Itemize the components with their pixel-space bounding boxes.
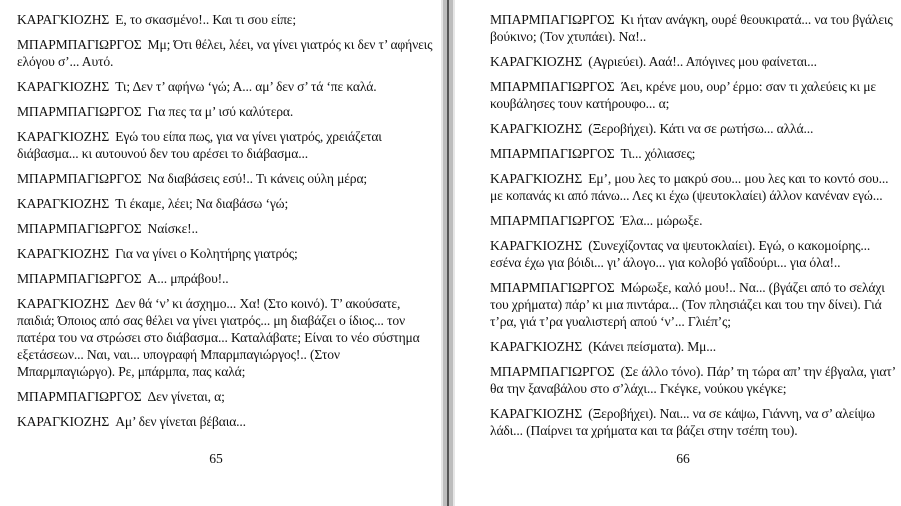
dialogue-text: Ναίσκε!.. bbox=[147, 221, 199, 236]
page-number: 66 bbox=[676, 451, 690, 466]
right-page-text bbox=[490, 11, 898, 447]
dialogue-line bbox=[17, 128, 435, 162]
speaker-name: ΜΠΑΡΜΠΑΓΙΩΡΓΟΣ bbox=[490, 213, 615, 228]
speaker-name: ΜΠΑΡΜΠΑΓΙΩΡΓΟΣ bbox=[17, 104, 142, 119]
dialogue-text: Άει, κρένε μου, ουρ’ έρμο: σαν τι χαλεύεις κι με κουβάλησες τουν κατήρουφο... α; bbox=[490, 79, 876, 111]
dialogue-line bbox=[17, 78, 435, 95]
dialogue-text: Τι... χόλιασες; bbox=[620, 146, 696, 161]
speaker-name: ΚΑΡΑΓΚΙΟΖΗΣ bbox=[17, 196, 110, 211]
dialogue-line bbox=[490, 279, 898, 330]
page-number: 65 bbox=[209, 451, 223, 466]
speaker-name: ΜΠΑΡΜΠΑΓΙΩΡΓΟΣ bbox=[490, 146, 615, 161]
dialogue-line bbox=[490, 145, 898, 162]
dialogue-text: Κι ήταν ανάγκη, ουρέ θεουκιρατά... να του βγάλεις βούκινο; (Τον χτυπάει). Να!.. bbox=[490, 12, 893, 44]
dialogue-text: Τι; Δεν τ’ αφήνω ‘γώ; Α... αμ’ δεν σ’ τά ‘πε καλά. bbox=[115, 79, 377, 94]
dialogue-text: (Αγριεύει). Ααά!.. Απόγινες μου φαίνεται... bbox=[588, 54, 817, 69]
page-66 bbox=[455, 0, 901, 506]
dialogue-text: (Συνεχίζοντας να ψευτοκλαίει). Εγώ, ο κακομοίρης... εσένα έχω για βόιδι... γι’ άλογο... για κολοβό γαΐδούρι... για όλα!.. bbox=[490, 238, 871, 270]
dialogue-text: Για να γίνει ο Κολητήρης γιατρός; bbox=[115, 246, 298, 261]
dialogue-line bbox=[490, 53, 898, 70]
dialogue-line bbox=[17, 195, 435, 212]
speaker-name: ΚΑΡΑΓΚΙΟΖΗΣ bbox=[490, 406, 583, 421]
speaker-name: ΚΑΡΑΓΚΙΟΖΗΣ bbox=[17, 414, 110, 429]
dialogue-text: Εγώ του είπα πως, για να γίνει γιατρός, χρειάζεται διάβασμα... κι αυτουνού δεν του αρέσει το διάβασμα... bbox=[17, 129, 382, 161]
dialogue-line bbox=[490, 338, 898, 355]
speaker-name: ΚΑΡΑΓΚΙΟΖΗΣ bbox=[490, 54, 583, 69]
dialogue-line bbox=[17, 103, 435, 120]
dialogue-text: (Ξεροβήχει). Ναι... να σε κάψω, Γιάννη, να σ’ αλείψω λάδι... (Παίρνει τα χρήματα και τα βάζει στην τσέπη του). bbox=[490, 406, 875, 438]
dialogue-line bbox=[490, 237, 898, 271]
speaker-name: ΚΑΡΑΓΚΙΟΖΗΣ bbox=[490, 339, 583, 354]
speaker-name: ΜΠΑΡΜΠΑΓΙΩΡΓΟΣ bbox=[17, 37, 142, 52]
dialogue-line bbox=[17, 413, 435, 430]
dialogue-text: Δεν γίνεται, α; bbox=[147, 389, 225, 404]
dialogue-text: (Σε άλλο τόνο). Πάρ’ τη τώρα απ’ την έβγαλα, γιατ’ θα την ξαναβάλου στο σ’λάχι... Γκέγκε, νούκου γκέγκε; bbox=[490, 364, 895, 396]
dialogue-text: Δεν θά ‘ν’ κι άσχημο... Χα! (Στο κοινό). Τ’ ακούσατε, παιδιά; Όποιος από σας θέλει να γίνει γιατρός... μη διαβάζει ο ίδιος... τον πατέρα του να στρώσει στο διάβασμα... Καταλάβατε; Είναι το νέο σύστημα εξετάσεων... Ναι, ναι... υπογραφή Μπαρμπαγιώργος!.. (Στον Μπαρμπαγιώργο). Ρε, μπάρμπα, πας καλά; bbox=[17, 296, 420, 379]
dialogue-text: Ε, το σκασμένο!.. Και τι σου είπε; bbox=[115, 12, 296, 27]
dialogue-line bbox=[17, 245, 435, 262]
dialogue-line bbox=[490, 78, 898, 112]
speaker-name: ΜΠΑΡΜΠΑΓΙΩΡΓΟΣ bbox=[490, 79, 615, 94]
dialogue-text: Μμ; Ότι θέλει, λέει, να γίνει γιατρός κι δεν τ’ αφήνεις ελόγου σ’... Αυτό. bbox=[17, 37, 433, 69]
dialogue-line bbox=[490, 212, 898, 229]
dialogue-line bbox=[17, 11, 435, 28]
speaker-name: ΜΠΑΡΜΠΑΓΙΩΡΓΟΣ bbox=[17, 389, 142, 404]
speaker-name: ΚΑΡΑΓΚΙΟΖΗΣ bbox=[17, 129, 110, 144]
page-divider bbox=[441, 0, 455, 506]
dialogue-line bbox=[17, 295, 435, 380]
dialogue-line bbox=[490, 170, 898, 204]
dialogue-line bbox=[17, 388, 435, 405]
left-page-text bbox=[17, 11, 435, 438]
dialogue-text: Έλα... μώρωξε. bbox=[620, 213, 703, 228]
dialogue-text: Μώρωξε, καλό μου!.. Να... (βγάζει από το σελάχι του χρήματα) πάρ’ κι μια πιντάρα... (Τον πλησιάζει και του την δίνει). Γιά τ’ρα, γιά τ’ρα γυαλιστερή απού ‘ν’... Γλιέπ’ς; bbox=[490, 280, 885, 329]
speaker-name: ΜΠΑΡΜΠΑΓΙΩΡΓΟΣ bbox=[490, 280, 615, 295]
speaker-name: ΜΠΑΡΜΠΑΓΙΩΡΓΟΣ bbox=[17, 171, 142, 186]
page-65 bbox=[0, 0, 441, 506]
speaker-name: ΜΠΑΡΜΠΑΓΙΩΡΓΟΣ bbox=[17, 271, 142, 286]
dialogue-text: Α... μπράβου!.. bbox=[147, 271, 229, 286]
speaker-name: ΚΑΡΑΓΚΙΟΖΗΣ bbox=[17, 12, 110, 27]
speaker-name: ΚΑΡΑΓΚΙΟΖΗΣ bbox=[490, 238, 583, 253]
speaker-name: ΚΑΡΑΓΚΙΟΖΗΣ bbox=[490, 121, 583, 136]
dialogue-line bbox=[17, 170, 435, 187]
dialogue-line bbox=[490, 11, 898, 45]
dialogue-line bbox=[490, 363, 898, 397]
dialogue-line bbox=[17, 220, 435, 237]
dialogue-text: Να διαβάσεις εσύ!.. Τι κάνεις ούλη μέρα; bbox=[147, 171, 368, 186]
speaker-name: ΚΑΡΑΓΚΙΟΖΗΣ bbox=[17, 296, 110, 311]
dialogue-line bbox=[17, 36, 435, 70]
speaker-name: ΜΠΑΡΜΠΑΓΙΩΡΓΟΣ bbox=[490, 12, 615, 27]
dialogue-text: Αμ’ δεν γίνεται βέβαια... bbox=[115, 414, 246, 429]
speaker-name: ΜΠΑΡΜΠΑΓΙΩΡΓΟΣ bbox=[17, 221, 142, 236]
dialogue-line bbox=[17, 270, 435, 287]
speaker-name: ΚΑΡΑΓΚΙΟΖΗΣ bbox=[17, 246, 110, 261]
dialogue-text: (Ξεροβήχει). Κάτι να σε ρωτήσω... αλλά... bbox=[588, 121, 814, 136]
dialogue-text: (Κάνει πείσματα). Μμ... bbox=[588, 339, 717, 354]
speaker-name: ΚΑΡΑΓΚΙΟΖΗΣ bbox=[17, 79, 110, 94]
dialogue-line bbox=[490, 120, 898, 137]
dialogue-text: Τι έκαμε, λέει; Να διαβάσω ‘γώ; bbox=[115, 196, 289, 211]
speaker-name: ΚΑΡΑΓΚΙΟΖΗΣ bbox=[490, 171, 583, 186]
dialogue-line bbox=[490, 405, 898, 439]
dialogue-text: Για πες τα μ’ ισύ καλύτερα. bbox=[147, 104, 294, 119]
dialogue-text: Εμ’, μου λες το μακρύ σου... μου λες και το κοντό σου... με κοπανάς κι από πάνω... Λες κι έχω (ψευτοκλαίει) άλλον κανέναν εγώ... bbox=[490, 171, 889, 203]
speaker-name: ΜΠΑΡΜΠΑΓΙΩΡΓΟΣ bbox=[490, 364, 615, 379]
